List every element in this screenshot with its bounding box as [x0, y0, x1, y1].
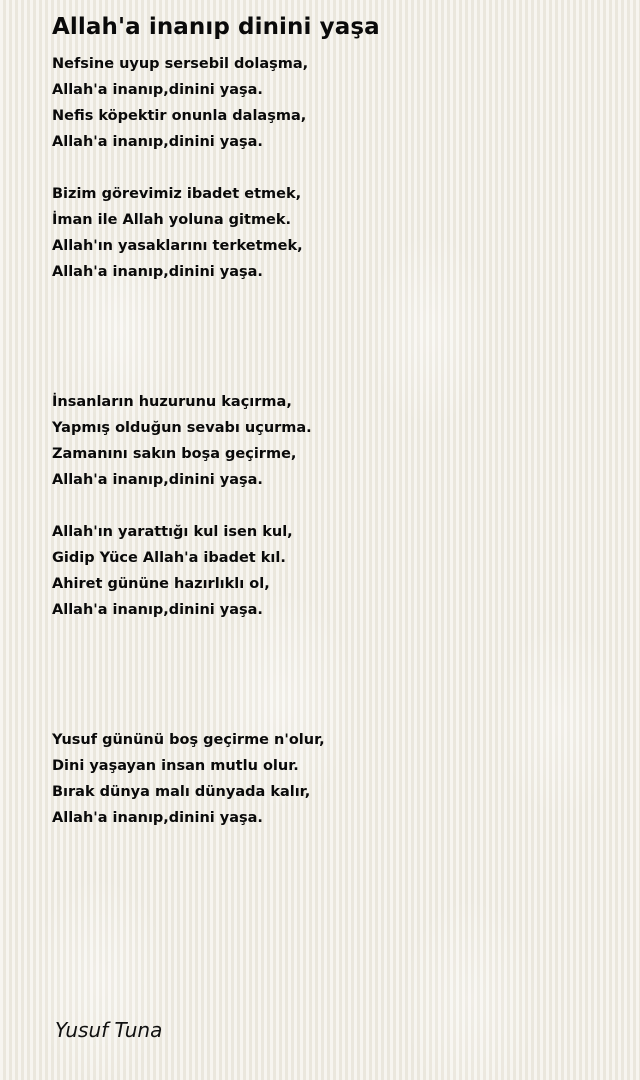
stanza-gap — [52, 493, 612, 519]
poem-title: Allah'a inanıp dinini yaşa — [52, 14, 380, 40]
poem-line: Allah'a inanıp,dinini yaşa. — [52, 264, 263, 280]
poem-line: Nefsine uyup sersebil dolaşma, — [52, 56, 309, 72]
poem-author: Yusuf Tuna — [55, 1018, 163, 1042]
poem-line: Allah'ın yasaklarını terketmek, — [52, 238, 303, 254]
stanza-2 — [52, 181, 612, 285]
poem-line: Allah'a inanıp,dinini yaşa. — [52, 602, 263, 618]
section-gap — [52, 285, 612, 389]
stanza-4 — [52, 519, 612, 623]
poem-line: Allah'a inanıp,dinini yaşa. — [52, 810, 263, 826]
section-gap — [52, 623, 612, 727]
stanza-gap — [52, 155, 612, 181]
poem-line: Bizim görevimiz ibadet etmek, — [52, 186, 302, 202]
poem-line: Nefis köpektir onunla dalaşma, — [52, 108, 307, 124]
poem-line: İman ile Allah yoluna gitmek. — [52, 212, 292, 228]
stanza-1 — [52, 51, 612, 155]
poem-line: Gidip Yüce Allah'a ibadet kıl. — [52, 550, 286, 566]
poem-line: Allah'a inanıp,dinini yaşa. — [52, 134, 263, 150]
poem-line: Allah'ın yarattığı kul isen kul, — [52, 524, 293, 540]
poem-line: Ahiret gününe hazırlıklı ol, — [52, 576, 270, 592]
stanza-5 — [52, 727, 612, 831]
poem-line: Allah'a inanıp,dinini yaşa. — [52, 82, 263, 98]
poem-line: Dini yaşayan insan mutlu olur. — [52, 758, 299, 774]
poem-line: Yapmış olduğun sevabı uçurma. — [52, 420, 312, 436]
poem-line: İnsanların huzurunu kaçırma, — [52, 394, 292, 410]
poem-line: Yusuf gününü boş geçirme n'olur, — [52, 732, 325, 748]
stanza-3 — [52, 389, 612, 493]
poem-line: Bırak dünya malı dünyada kalır, — [52, 784, 311, 800]
poem-container — [52, 10, 612, 831]
poem-line: Zamanını sakın boşa geçirme, — [52, 446, 297, 462]
poem-line: Allah'a inanıp,dinini yaşa. — [52, 472, 263, 488]
